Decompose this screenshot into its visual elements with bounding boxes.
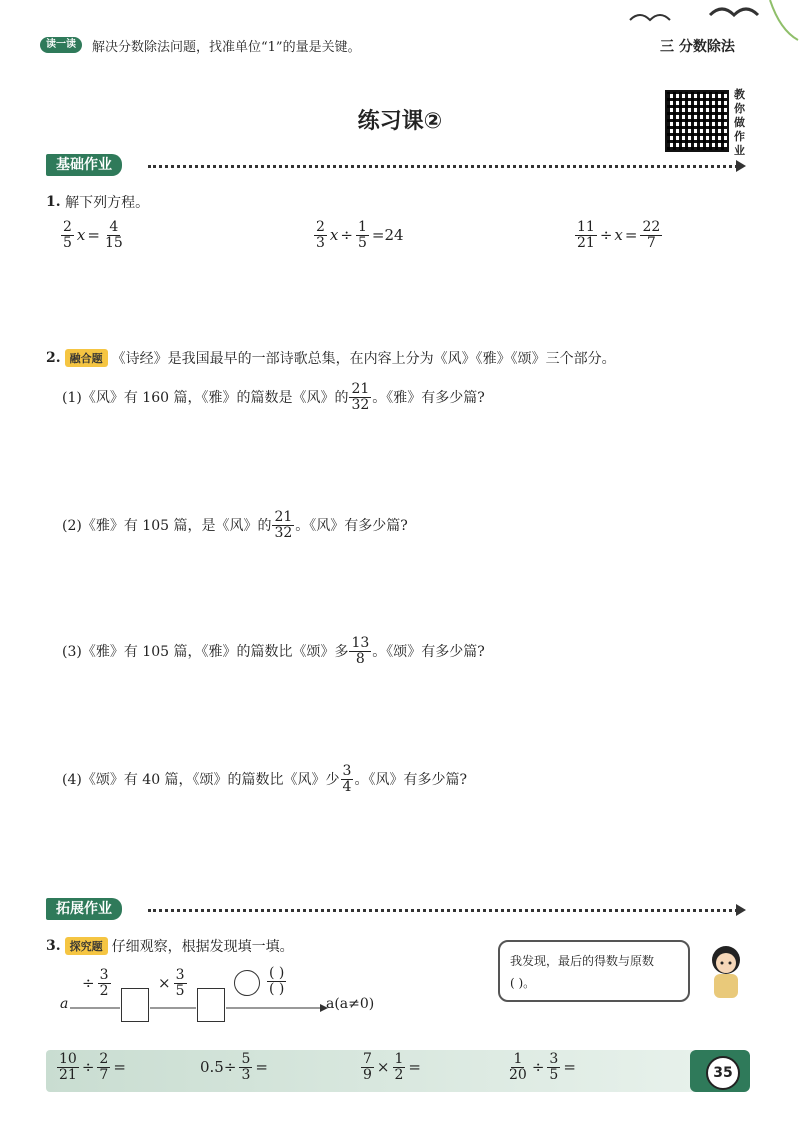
speech-line-2[interactable]: ( )。 (510, 976, 536, 990)
q1-number: 1. (46, 194, 61, 210)
section-basic-header: 基础作业 (46, 154, 122, 176)
sub-question: 。《雅》有多少篇? (372, 390, 485, 407)
numerator: 1 (394, 1051, 404, 1067)
answer-box[interactable] (121, 988, 149, 1022)
fraction (349, 636, 371, 666)
numerator: 7 (363, 1051, 372, 1067)
equals: = (255, 1058, 268, 1077)
sub-text: (2)《雅》有 105 篇，是《风》的 (62, 518, 272, 535)
denominator: 32 (274, 524, 293, 541)
flow-end: a(a≠0) (326, 996, 375, 1012)
denominator: 2 (394, 1066, 404, 1083)
numerator: 3 (549, 1051, 559, 1067)
oral-calc-2 (200, 1052, 268, 1082)
denominator: 4 (342, 778, 352, 795)
operator: × (376, 1058, 390, 1077)
speech-bubble (498, 940, 690, 1002)
numerator: 21 (274, 509, 293, 525)
variable: x (329, 226, 339, 245)
fraction (314, 220, 327, 250)
operator: ÷ (599, 226, 613, 245)
q3-text: 仔细观察，根据发现填一填。 (111, 939, 294, 955)
denominator: 7 (646, 234, 656, 251)
q2-sub3 (62, 636, 485, 666)
denominator: 15 (104, 234, 123, 251)
numerator: 11 (577, 219, 595, 235)
fraction (239, 1052, 252, 1082)
q1-equation-2 (313, 220, 404, 250)
numerator: 1 (357, 219, 367, 235)
sub-text: (3)《雅》有 105 篇，《雅》的篇数比《颂》多 (62, 644, 349, 661)
fraction (267, 966, 286, 996)
arrow-right-icon (736, 160, 746, 172)
numerator: 21 (351, 381, 370, 397)
denominator: 21 (577, 234, 595, 251)
fraction (393, 1052, 406, 1082)
flow-blank-fraction[interactable] (266, 966, 287, 996)
q3-number: 3. (46, 938, 61, 954)
q3-heading (46, 936, 294, 956)
divider (148, 165, 738, 168)
sub-question: 。《风》有多少篇? (295, 518, 408, 535)
fraction (98, 968, 111, 998)
variable: x (614, 226, 623, 245)
q2-number: 2. (46, 350, 61, 366)
fraction (507, 1052, 529, 1082)
qr-caption: 教你做作业 (734, 88, 745, 157)
answer-box[interactable] (197, 988, 225, 1022)
denominator: 20 (509, 1066, 527, 1083)
denominator: 32 (351, 396, 370, 413)
numerator: 10 (59, 1051, 77, 1067)
denominator: 5 (63, 234, 72, 251)
fraction (61, 220, 74, 250)
operator: ÷ (340, 226, 353, 245)
q2-sub4 (62, 764, 467, 794)
chapter-label: 三 分数除法 (660, 39, 735, 55)
denominator: 7 (99, 1066, 109, 1083)
flow-op2 (158, 968, 188, 998)
equals: = (87, 226, 100, 245)
divider (148, 909, 738, 912)
denominator: 21 (59, 1066, 77, 1083)
q2-text: 《诗经》是我国最早的一部诗歌总集，在内容上分为《风》《雅》《颂》三个部分。 (111, 351, 616, 367)
page-number: 35 (706, 1056, 740, 1090)
numerator: 5 (241, 1051, 251, 1067)
read-badge: 读一读 (40, 37, 82, 53)
flow-start: a (60, 996, 69, 1012)
fraction (640, 220, 662, 250)
fraction (356, 220, 369, 250)
numerator: 2 (99, 1051, 109, 1067)
girl-character-icon (700, 940, 750, 1002)
denominator: 5 (357, 234, 367, 251)
q3-tag: 探究题 (65, 937, 108, 955)
fraction (97, 1052, 110, 1082)
denominator: 5 (549, 1066, 559, 1083)
fraction (341, 764, 354, 794)
sub-text: (1)《风》有 160 篇，《雅》的篇数是《风》的 (62, 390, 349, 407)
fraction (57, 1052, 79, 1082)
equals-value: =24 (371, 226, 404, 245)
operator: ÷ (81, 1058, 95, 1077)
speech-line-1: 我发现，最后的得数与原数 (510, 954, 655, 968)
q1-text: 解下列方程。 (65, 195, 150, 211)
q1-heading (46, 192, 149, 212)
denominator: 5 (175, 982, 185, 999)
fraction (272, 510, 294, 540)
fraction (174, 968, 187, 998)
numerator: 2 (63, 219, 72, 235)
equals: = (624, 226, 638, 245)
section-extend-header: 拓展作业 (46, 898, 122, 920)
numerator: 22 (642, 219, 661, 235)
oral-calc-4 (506, 1052, 576, 1082)
oral-calc-3 (360, 1052, 421, 1082)
denominator: 8 (355, 650, 365, 667)
sub-text: (4)《颂》有 40 篇，《颂》的篇数比《风》少 (62, 772, 340, 789)
equals: = (113, 1058, 126, 1077)
numerator: 3 (342, 763, 352, 779)
q2-sub2 (62, 510, 408, 540)
denominator: ( ) (269, 980, 285, 997)
operator: ÷ (82, 974, 95, 993)
fraction (349, 382, 371, 412)
denominator: 3 (241, 1066, 251, 1083)
numerator: 13 (351, 635, 370, 651)
fraction (547, 1052, 560, 1082)
page-title: 练习课② (357, 109, 443, 134)
operator: ÷ (531, 1058, 545, 1077)
denominator: 3 (316, 234, 325, 251)
tip-text: 解决分数除法问题，找准单位“1”的量是关键。 (92, 40, 361, 55)
operator: × (158, 974, 171, 993)
denominator: 2 (99, 982, 109, 999)
operand: 0.5÷ (200, 1058, 237, 1077)
numerator: 2 (316, 219, 325, 235)
numerator: 1 (513, 1051, 523, 1067)
numerator: ( ) (269, 965, 285, 981)
q2-tag: 融合题 (65, 349, 108, 367)
q1-equation-3 (574, 220, 663, 250)
q2-heading (46, 348, 616, 368)
equals: = (563, 1058, 576, 1077)
oral-calc-1 (56, 1052, 126, 1082)
numerator: 3 (175, 967, 185, 983)
fraction (103, 220, 125, 250)
qr-code-icon[interactable] (665, 90, 729, 152)
sub-question: 。《风》有多少篇? (354, 772, 467, 789)
q2-sub1 (62, 382, 485, 412)
numerator: 4 (109, 219, 119, 235)
flow-op1 (82, 968, 112, 998)
sub-question: 。《颂》有多少篇? (372, 644, 485, 661)
q1-equation-1 (60, 220, 126, 250)
equals: = (408, 1058, 421, 1077)
denominator: 9 (363, 1066, 372, 1083)
numerator: 3 (99, 967, 109, 983)
fraction (575, 220, 597, 250)
answer-circle[interactable] (234, 970, 260, 996)
arrow-right-icon (736, 904, 746, 916)
variable: x (76, 226, 86, 245)
fraction (361, 1052, 374, 1082)
